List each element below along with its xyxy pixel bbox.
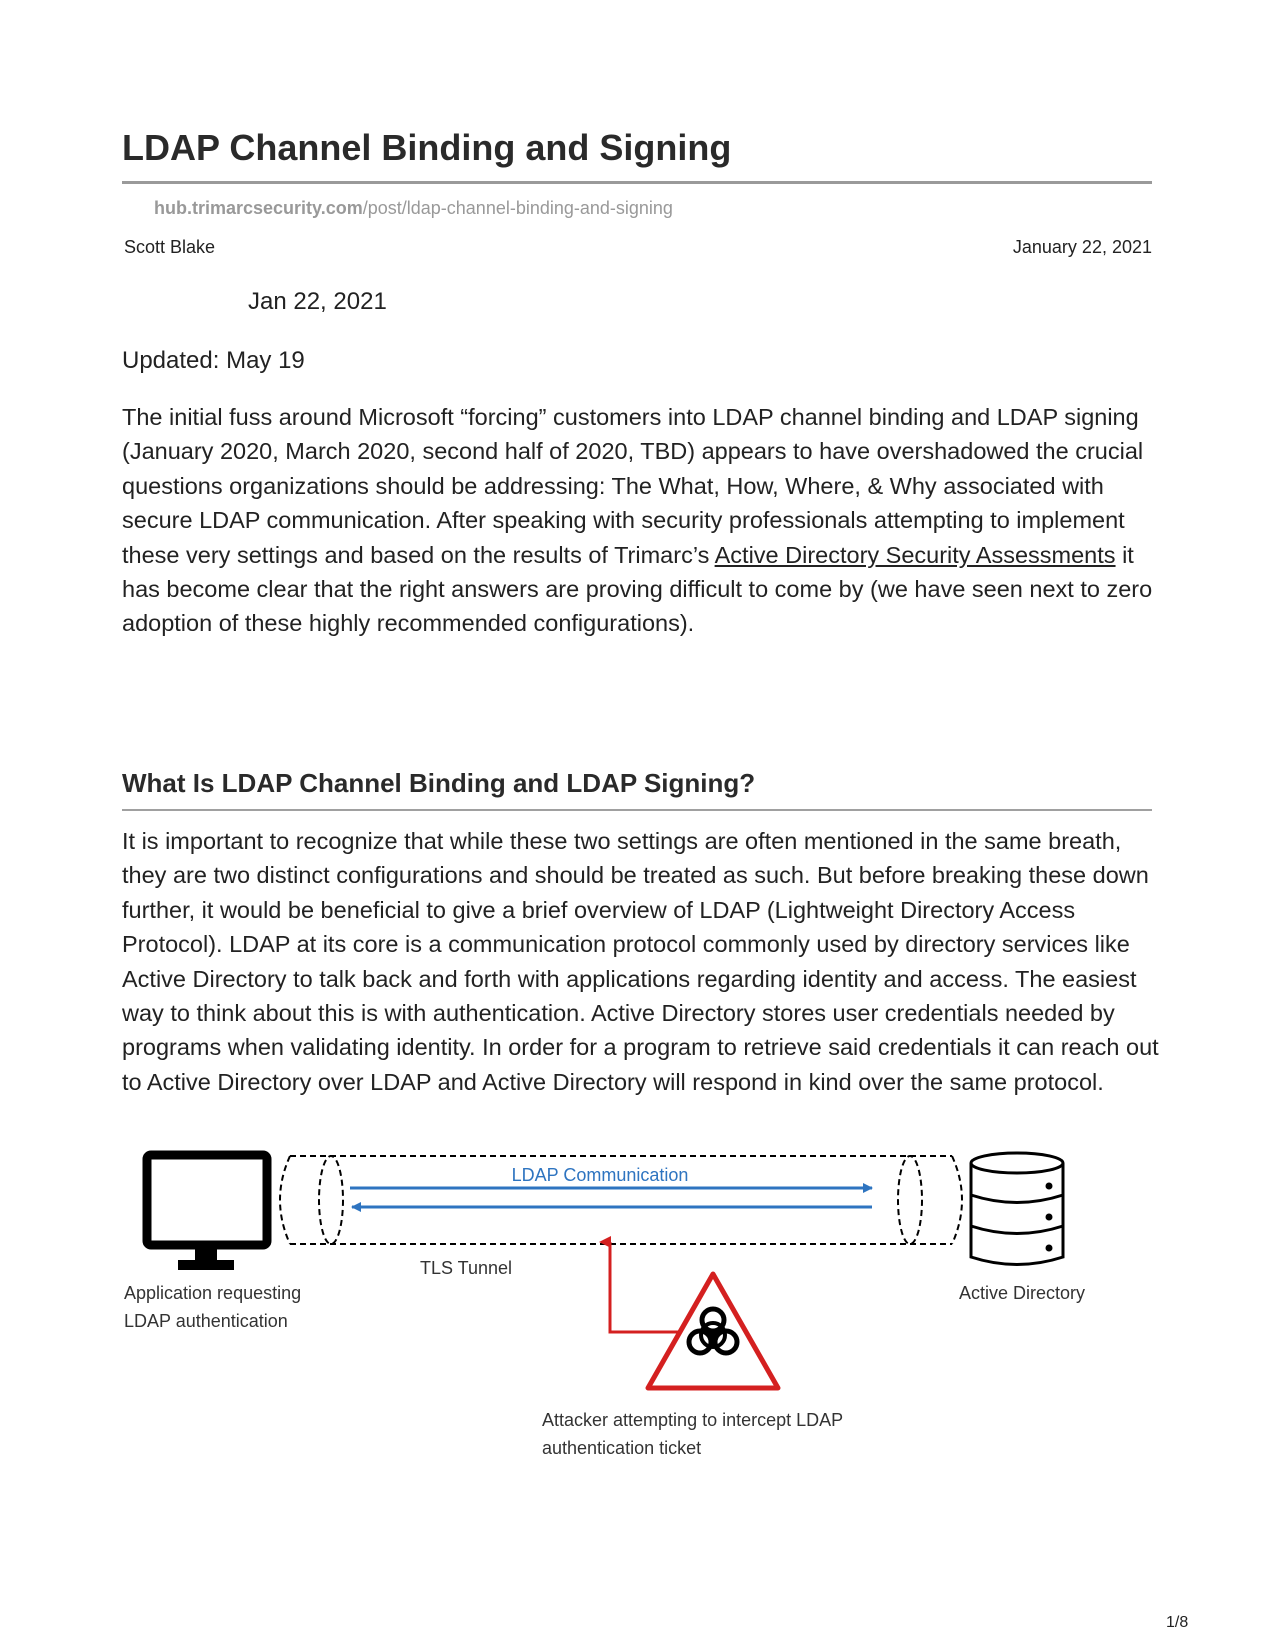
- attack-arrow: [610, 1242, 688, 1332]
- attacker-label-line1: Attacker attempting to intercept LDAP: [542, 1410, 844, 1430]
- attacker-label-line2: authentication ticket: [542, 1438, 702, 1458]
- source-url-path[interactable]: /post/ldap-channel-binding-and-signing: [362, 198, 673, 218]
- active-directory-label: Active Directory: [958, 1283, 1085, 1303]
- section-heading: What Is LDAP Channel Binding and LDAP Signing?: [122, 768, 756, 798]
- application-label-line1: Application requesting: [124, 1283, 302, 1303]
- page-title: LDAP Channel Binding and Signing: [122, 127, 732, 168]
- section-paragraph: It is important to recognize that while these two settings are often mentioned in the same breath, they are two distinct configurations and should be treated as such. But before breaking these down further, it would be beneficial to give a brief overview of LDAP (Lightweight Directory Access Protocol). LDAP at its core is a communication protocol commonly used by directory services like Active Directory to talk back and forth with applications regarding identity and access. The easiest way to think about this is with authentication. Active Directory stores user credentials needed by programs when validating identity. In order for a program to retrieve said credentials it can reach out to Active Directory over LDAP and Active Directory will respond in kind over the same protocol.: [122, 828, 1159, 1095]
- database-icon: [971, 1153, 1063, 1265]
- source-url[interactable]: [154, 196, 673, 220]
- source-url-domain[interactable]: hub.trimarcsecurity.com: [154, 198, 363, 218]
- section-divider: [122, 809, 1152, 811]
- assessments-link[interactable]: Active Directory Security Assessments: [714, 541, 1116, 568]
- intro-paragraph: [122, 400, 1162, 641]
- title-divider: [122, 181, 1152, 184]
- tls-tunnel-label: TLS Tunnel: [419, 1258, 513, 1278]
- ldap-diagram: [120, 1150, 1130, 1460]
- monitor-icon: [147, 1155, 267, 1270]
- author-name: Scott Blake: [124, 237, 216, 257]
- header-date: January 22, 2021: [1012, 237, 1152, 257]
- ldap-communication-label: LDAP Communication: [511, 1165, 689, 1185]
- intro-text-before-link: The initial fuss around Microsoft “forcing” customers into LDAP channel binding and LDAP signing (January 2020, March 2020, second half of 2020, TBD) appears to have overshadowed the crucial questions organizations should be addressing: The What, How, Where, & Why associated with secure LDAP communication. After speaking with security professionals attempting to implement these very settings and based on the results of Trimarc’s: [122, 404, 1144, 568]
- application-label-line2: LDAP authentication: [124, 1311, 288, 1331]
- intro-text-after-link: it has become clear that the right answers are proving difficult to come by (we have seen next to zero adoption of these highly recommended configurations).: [122, 541, 1153, 637]
- updated-date: Updated: May 19: [122, 347, 305, 374]
- page-number: 1/8: [1166, 1614, 1189, 1631]
- post-date: Jan 22, 2021: [248, 288, 387, 315]
